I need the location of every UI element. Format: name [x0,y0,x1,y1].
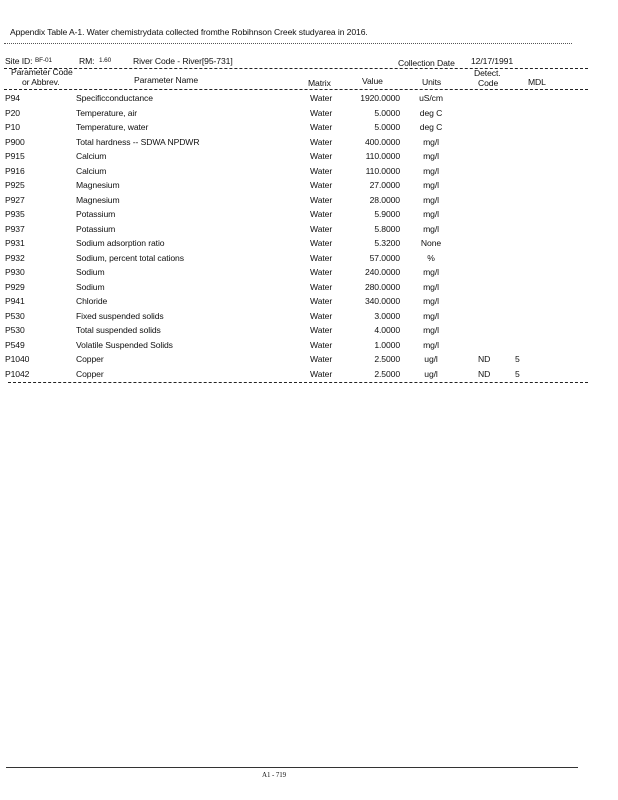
units-cell: mg/l [423,165,439,176]
value-cell: 5.9000 [374,209,400,219]
units-cell: mg/l [423,281,439,292]
mdl-cell: 5 [515,368,520,379]
value-cell: 280.0000 [364,281,400,292]
units-cell: ug/l [424,354,438,364]
table-end-rule [8,382,588,383]
mdl-cell: 5 [515,354,520,364]
header-param-abbrev: or Abbrev. [22,77,60,87]
param-name-cell: Copper [76,368,104,379]
table-row [0,151,618,166]
units-cell: deg C [419,107,443,118]
param-name-cell: Volatile Suspended Solids [76,339,173,350]
matrix-cell: Water [310,325,333,335]
detect-code-cell: ND [478,354,491,364]
site-value: BF-01 [35,57,52,64]
detect-code-cell: ND [478,368,491,379]
param-name-cell: Temperature, water [76,122,149,132]
table-row [0,282,618,297]
units-cell: mg/l [423,339,439,350]
value-cell: 3.0000 [374,310,400,321]
value-cell: 4.0000 [374,325,400,335]
param-code-cell: P932 [5,252,25,263]
value-cell: 5.0000 [374,122,400,132]
param-code-cell: P549 [5,339,25,350]
param-name-cell: Calcium [76,165,107,176]
param-name-cell: Copper [76,354,104,364]
matrix-cell: Water [310,238,333,248]
value-cell: 5.8000 [374,223,400,234]
matrix-cell: Water [310,339,333,350]
value-cell: 1920.0000 [360,93,400,103]
param-name-cell: Calcium [76,151,107,161]
header-detect-code: Code [478,78,499,88]
param-name-cell: Total hardness -- SDWA NPDWR [76,136,200,147]
table-row [0,108,618,123]
param-code-cell: P935 [5,209,25,219]
param-code-cell: P925 [5,180,25,190]
units-cell: mg/l [423,296,439,306]
value-cell: 27.0000 [369,180,400,190]
table-row [0,180,618,195]
units-cell: mg/l [423,151,439,161]
matrix-cell: Water [310,368,333,379]
param-name-cell: Magnesium [76,180,120,190]
matrix-cell: Water [310,209,333,219]
value-cell: 2.5000 [374,368,400,379]
matrix-cell: Water [310,310,333,321]
value-cell: 110.0000 [365,151,400,161]
units-cell: uS/cm [419,93,443,103]
header-mdl: MDL [528,77,546,87]
value-cell: 28.0000 [369,194,400,205]
units-cell: mg/l [423,325,439,335]
value-cell: 57.0000 [369,252,400,263]
table-row [0,311,618,326]
param-name-cell: Potassium [76,223,116,234]
param-name-cell: Chloride [76,296,108,306]
matrix-cell: Water [310,281,333,292]
matrix-cell: Water [310,122,333,132]
value-cell: 1.0000 [374,339,400,350]
param-name-cell: Fixed suspended solids [76,310,164,321]
param-code-cell: P900 [5,136,25,147]
param-code-cell: P937 [5,223,25,234]
param-code-cell: P20 [5,107,20,118]
matrix-cell: Water [310,93,333,103]
page-number: A1 - 719 [262,771,287,779]
matrix-cell: Water [310,354,333,364]
param-code-cell: P941 [5,296,25,306]
param-name-cell: Sodium adsorption ratio [76,238,165,248]
table-row [0,209,618,224]
param-name-cell: Sodium [76,281,105,292]
matrix-cell: Water [310,151,333,161]
table-row [0,267,618,282]
matrix-cell: Water [310,252,333,263]
table-row [0,137,618,152]
table-row [0,253,618,268]
param-code-cell: P1042 [5,368,30,379]
units-cell: ug/l [424,368,438,379]
collection-date-value: 12/17/1991 [471,56,514,66]
param-name-cell: Magnesium [76,194,120,205]
param-code-cell: P94 [5,93,20,103]
param-code-cell: P1040 [5,354,30,364]
units-cell: mg/l [423,310,439,321]
footer-rule [6,767,578,768]
matrix-cell: Water [310,194,333,205]
units-cell: mg/l [423,194,439,205]
table-row [0,195,618,210]
table-row [0,325,618,340]
table-row [0,224,618,239]
header-units: Units [422,77,442,87]
param-name-cell: Potassium [76,209,116,219]
param-code-cell: P929 [5,281,25,292]
matrix-cell: Water [310,165,333,176]
matrix-cell: Water [310,296,333,306]
river-code: River Code - River[95-731] [133,56,233,66]
units-cell: % [427,252,435,263]
units-cell: mg/l [423,209,439,219]
param-code-cell: P930 [5,267,25,277]
param-code-cell: P530 [5,310,25,321]
caption-rule [4,43,572,44]
rm-value: 1.60 [99,57,112,64]
rm-label: RM: [79,56,95,66]
param-code-cell: P915 [5,151,25,161]
matrix-cell: Water [310,267,333,277]
value-cell: 340.0000 [364,296,400,306]
header-detect: Detect. [474,68,501,78]
header-param-name: Parameter Name [134,75,199,85]
units-cell: mg/l [423,267,439,277]
matrix-cell: Water [310,107,333,118]
value-cell: 5.3200 [374,238,400,248]
header-value: Value [362,76,383,86]
value-cell: 110.0000 [365,165,400,176]
param-code-cell: P10 [5,122,20,132]
table-row [0,166,618,181]
param-code-cell: P927 [5,194,25,205]
param-name-cell: Sodium, percent total cations [76,252,184,263]
matrix-cell: Water [310,180,333,190]
header-bottom-rule [4,89,588,90]
table-row [0,238,618,253]
value-cell: 400.0000 [364,136,400,147]
param-name-cell: Total suspended solids [76,325,161,335]
units-cell: mg/l [423,180,439,190]
header-matrix: Matrix [308,78,331,88]
table-row [0,296,618,311]
param-name-cell: Temperature, air [76,107,137,118]
value-cell: 5.0000 [374,107,400,118]
table-row [0,93,618,108]
table-row [0,122,618,137]
site-label: Site ID: [5,56,33,66]
table-row [0,369,618,384]
table-row [0,340,618,355]
units-cell: None [420,238,442,248]
matrix-cell: Water [310,223,333,234]
units-cell: mg/l [423,136,439,147]
units-cell: deg C [419,122,443,132]
header-param-code: Parameter Code [11,67,73,77]
param-code-cell: P530 [5,325,25,335]
units-cell: mg/l [423,223,439,234]
value-cell: 240.0000 [364,267,400,277]
param-code-cell: P916 [5,165,25,176]
table-caption: Appendix Table A-1. Water chemistrydata collected fromthe Robihnson Creek studyarea in 2016. [10,27,368,37]
param-code-cell: P931 [5,238,25,248]
table-row [0,354,618,369]
param-name-cell: Sodium [76,267,105,277]
value-cell: 2.5000 [374,354,400,364]
matrix-cell: Water [310,136,333,147]
param-name-cell: Specificconductance [76,93,153,103]
collection-date-label: Collection Date [398,58,455,68]
